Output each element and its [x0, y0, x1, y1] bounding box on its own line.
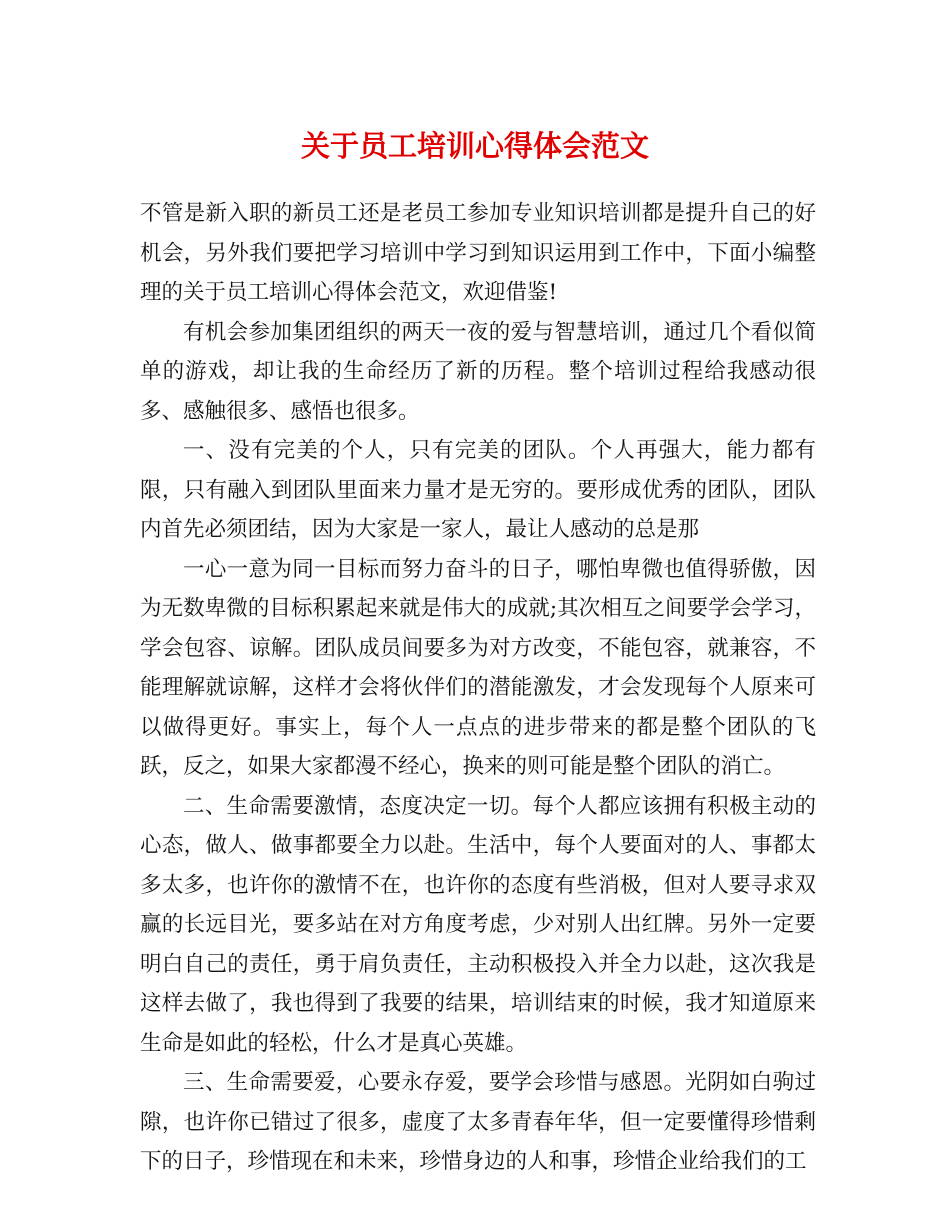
paragraph: 一心一意为同一目标而努力奋斗的日子，哪怕卑微也值得骄傲，因为无数卑微的目标积累起来就是伟大的成就;其次相互之间要学会学习，学会包容、谅解。团队成员间要多为对方改变，不能包容，就兼容，不能理解就谅解，这样才会将伙伴们的潜能激发，才会发现每个人原来可以做得更好。事实上，每个人一点点的进步带来的都是整个团队的飞跃，反之，如果大家都漫不经心，换来的则可能是整个团队的消亡。	[140, 556, 816, 779]
paragraph: 一、没有完美的个人，只有完美的团队。个人再强大，能力都有限，只有融入到团队里面来力量才是无穷的。要形成优秀的团队，团队内首先必须团结，因为大家是一家人，最让人感动的总是那	[140, 438, 816, 542]
document-title: 关于员工培训心得体会范文	[300, 129, 649, 163]
document-body	[140, 194, 816, 1182]
paragraph: 二、生命需要激情，态度决定一切。每个人都应该拥有积极主动的心态，做人、做事都要全力以赴。生活中，每个人要面对的人、事都太多太多，也许你的激情不在，也许你的态度有些消极，但对人要寻求双赢的长远目光，要多站在对方角度考虑，少对别人出红牌。另外一定要明白自己的责任，勇于肩负责任，主动积极投入并全力以赴，这次我是这样去做了，我也得到了我要的结果，培训结束的时候，我才知道原来生命是如此的轻松，什么才是真心英雄。	[140, 793, 816, 1056]
paragraph-intro: 不管是新入职的新员工还是老员工参加专业知识培训都是提升自己的好机会，另外我们要把学习培训中学习到知识运用到工作中，下面小编整理的关于员工培训心得体会范文，欢迎借鉴!	[140, 201, 816, 305]
paragraph: 三、生命需要爱，心要永存爱，要学会珍惜与感恩。光阴如白驹过隙，也许你已错过了很多，虚度了太多青春年华，但一定要懂得珍惜剩下的日子，珍惜现在和未来，珍惜身边的人和事，珍惜企业给我们的工	[140, 1070, 816, 1174]
paragraph: 有机会参加集团组织的两天一夜的爱与智慧培训，通过几个看似简单的游戏，却让我的生命经历了新的历程。整个培训过程给我感动很多、感触很多、感悟也很多。	[140, 319, 816, 424]
